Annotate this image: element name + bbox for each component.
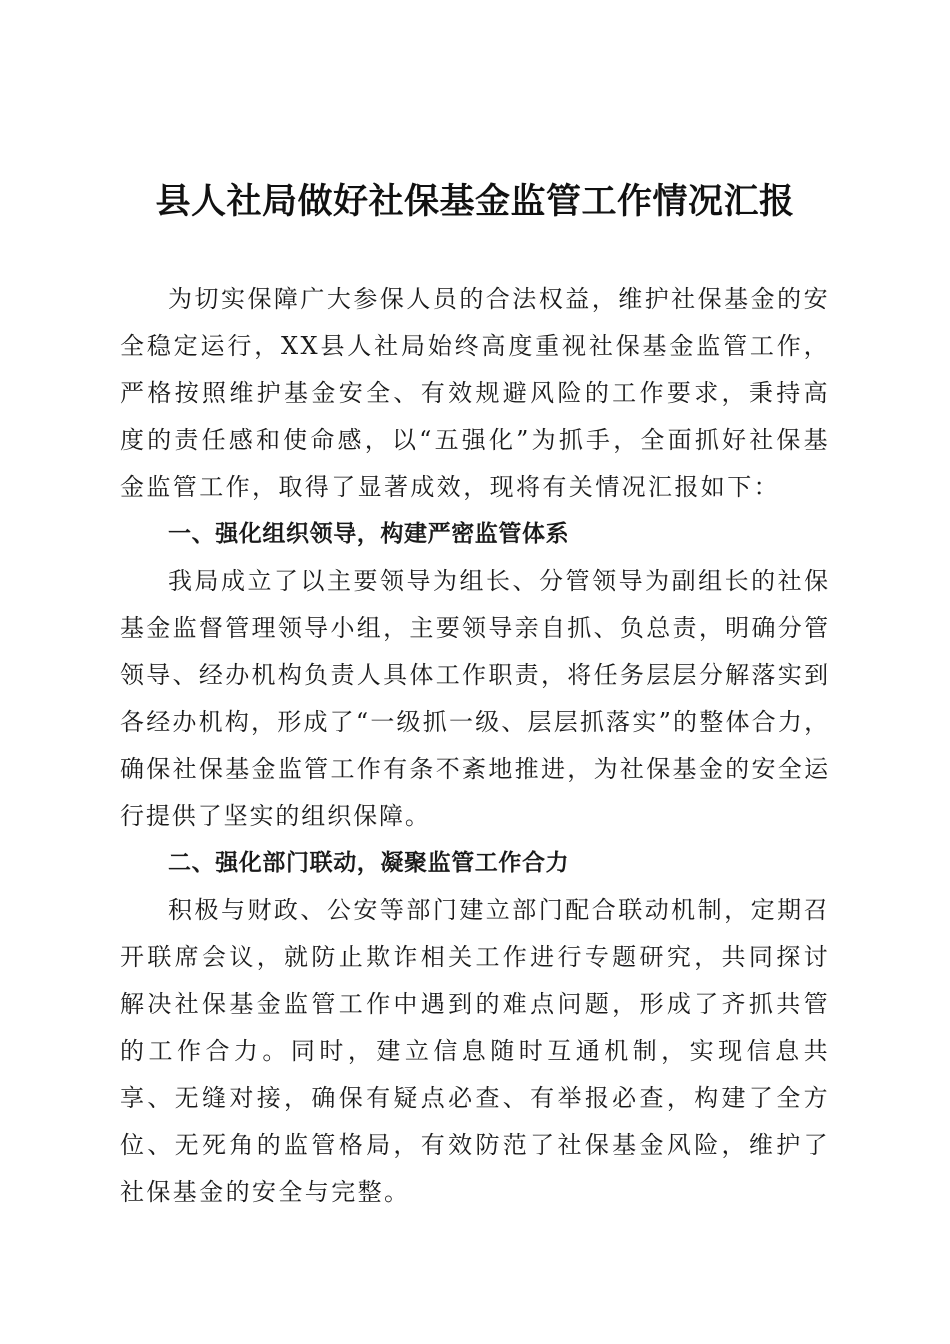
section-heading-1: 一、强化组织领导，构建严密监管体系 <box>168 521 570 547</box>
section-paragraph-2: 积极与财政、公安等部门建立部门配合联动机制，定期召开联席会议，就防止欺诈相关工作进行专题研究，共同探讨解决社保基金监管工作中遇到的难点问题，形成了齐抓共管的工作合力。同时，建立信息随时互通机制，实现信息共享、无缝对接，确保有疑点必查、有举报必查，构建了全方位、无死角的监管格局，有效防范了社保基金风险，维护了社保基金的安全与完整。 <box>120 896 830 1206</box>
section-heading-2: 二、强化部门联动，凝聚监管工作合力 <box>168 850 570 876</box>
section-paragraph-1: 我局成立了以主要领导为组长、分管领导为副组长的社保基金监督管理领导小组，主要领导亲自抓、负总责，明确分管领导、经办机构负责人具体工作职责，将任务层层分解落实到各经办机构，形成了“一级抓一级、层层抓落实”的整体合力，确保社保基金监管工作有条不紊地推进，为社保基金的安全运行提供了坚实的组织保障。 <box>120 567 830 830</box>
document-body <box>120 276 830 1216</box>
intro-paragraph: 为切实保障广大参保人员的合法权益，维护社保基金的安全稳定运行，XX县人社局始终高度重视社保基金监管工作，严格按照维护基金安全、有效规避风险的工作要求，秉持高度的责任感和使命感，以“五强化”为抓手，全面抓好社保基金监管工作，取得了显著成效，现将有关情况汇报如下： <box>120 285 830 501</box>
document-title: 县人社局做好社保基金监管工作情况汇报 <box>155 181 795 222</box>
